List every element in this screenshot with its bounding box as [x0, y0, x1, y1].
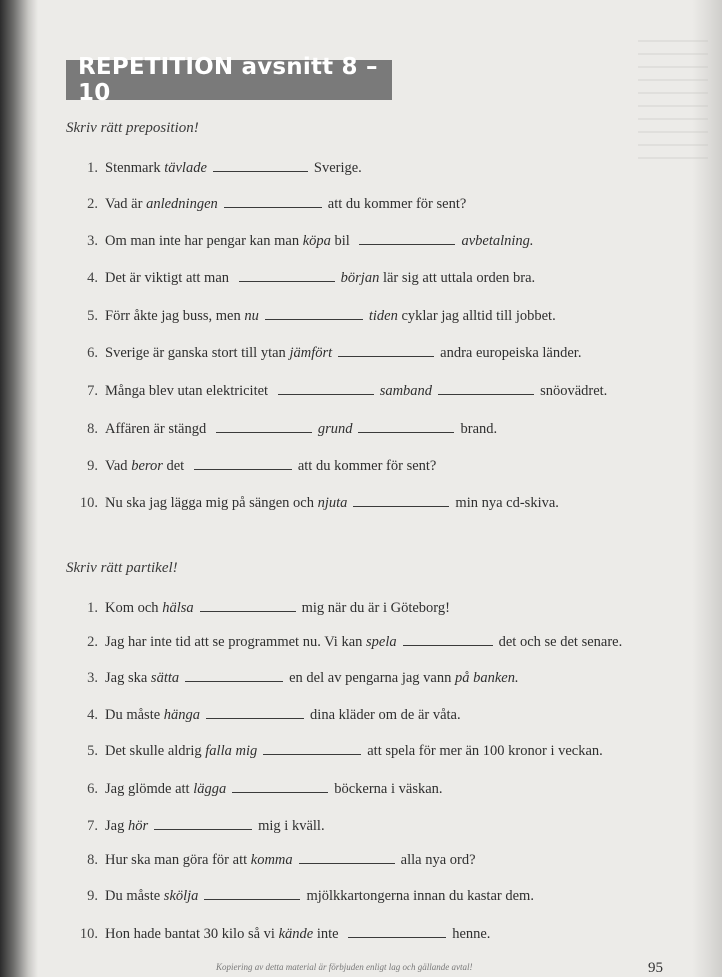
exercise-item: 1. Stenmark tävlade Sverige. — [68, 160, 688, 177]
exercise-item: 1. Kom och hälsa mig när du är i Göteborg! — [68, 600, 688, 617]
item-number: 7. — [87, 383, 98, 399]
item-number: 10. — [79, 926, 98, 942]
answer-blank[interactable] — [224, 197, 322, 208]
item-number: 4. — [87, 270, 98, 286]
page-number: 95 — [648, 960, 663, 976]
answer-blank[interactable] — [299, 853, 395, 864]
exercise-item: 4. Du måste hänga dina kläder om de är våta. — [68, 707, 688, 724]
answer-blank[interactable] — [194, 459, 292, 470]
answer-blank[interactable] — [358, 422, 454, 433]
exercise-item: 7. Många blev utan elektricitet samband snöovädret. — [68, 383, 688, 400]
item-number: 7. — [87, 818, 98, 834]
show-through-text — [638, 40, 708, 160]
exercise-item: 2. Vad är anledningen att du kommer för sent? — [68, 196, 688, 213]
answer-blank[interactable] — [200, 601, 296, 612]
exercise-item: 6. Sverige är ganska stort till ytan jämfört andra europeiska länder. — [68, 345, 688, 362]
answer-blank[interactable] — [239, 271, 335, 282]
answer-blank[interactable] — [263, 744, 361, 755]
book-gutter-shadow — [0, 0, 38, 977]
copyright-notice: Kopiering av detta material är förbjuden enligt lag och gällande avtal! — [216, 962, 473, 972]
instruction-preposition: Skriv rätt preposition! — [66, 120, 199, 136]
exercise-item: 9. Du måste skölja mjölkkartongerna innan du kastar dem. — [68, 888, 688, 905]
answer-blank[interactable] — [154, 819, 252, 830]
item-number: 8. — [87, 421, 98, 437]
answer-blank[interactable] — [216, 422, 312, 433]
exercise-item: 3. Om man inte har pengar kan man köpa bil avbetalning. — [68, 233, 688, 250]
exercise-item: 3. Jag ska sätta en del av pengarna jag vann på banken. — [68, 670, 688, 687]
answer-blank[interactable] — [359, 234, 455, 245]
item-number: 6. — [87, 781, 98, 797]
answer-blank[interactable] — [278, 384, 374, 395]
item-number: 5. — [87, 308, 98, 324]
answer-blank[interactable] — [206, 708, 304, 719]
exercise-item: 9. Vad beror det att du kommer för sent? — [68, 458, 688, 475]
exercise-item: 10. Nu ska jag lägga mig på sängen och njuta min nya cd-skiva. — [68, 495, 688, 512]
instruction-particle: Skriv rätt partikel! — [66, 560, 178, 576]
exercise-item: 10. Hon hade bantat 30 kilo så vi kände inte henne. — [68, 926, 688, 943]
answer-blank[interactable] — [338, 346, 434, 357]
exercise-item: 8. Affären är stängd grund brand. — [68, 421, 688, 438]
item-number: 6. — [87, 345, 98, 361]
answer-blank[interactable] — [213, 161, 308, 172]
answer-blank[interactable] — [438, 384, 534, 395]
item-number: 5. — [87, 743, 98, 759]
item-number: 9. — [87, 458, 98, 474]
exercise-item: 4. Det är viktigt att man början lär sig att uttala orden bra. — [68, 270, 688, 287]
answer-blank[interactable] — [353, 496, 449, 507]
answer-blank[interactable] — [348, 927, 446, 938]
exercise-item: 2. Jag har inte tid att se programmet nu. Vi kan spela det och se det senare. — [68, 634, 688, 651]
answer-blank[interactable] — [204, 889, 300, 900]
item-number: 8. — [87, 852, 98, 868]
item-number: 3. — [87, 670, 98, 686]
exercise-item: 5. Förr åkte jag buss, men nu tiden cyklar jag alltid till jobbet. — [68, 308, 688, 325]
item-number: 1. — [87, 160, 98, 176]
item-number: 3. — [87, 233, 98, 249]
exercise-item: 6. Jag glömde att lägga böckerna i väskan. — [68, 781, 688, 798]
item-number: 10. — [79, 495, 98, 511]
exercise-item: 8. Hur ska man göra för att komma alla nya ord? — [68, 852, 688, 869]
item-number: 9. — [87, 888, 98, 904]
item-number: 4. — [87, 707, 98, 723]
exercise-item: 5. Det skulle aldrig falla mig att spela för mer än 100 kronor i veckan. — [68, 743, 688, 760]
answer-blank[interactable] — [265, 309, 363, 320]
item-number: 2. — [87, 196, 98, 212]
section-title: REPETITION avsnitt 8 – 10 — [66, 60, 392, 100]
answer-blank[interactable] — [403, 635, 493, 646]
exercise-item: 7. Jag hör mig i kväll. — [68, 818, 688, 835]
item-number: 2. — [87, 634, 98, 650]
answer-blank[interactable] — [232, 782, 328, 793]
item-number: 1. — [87, 600, 98, 616]
answer-blank[interactable] — [185, 671, 283, 682]
